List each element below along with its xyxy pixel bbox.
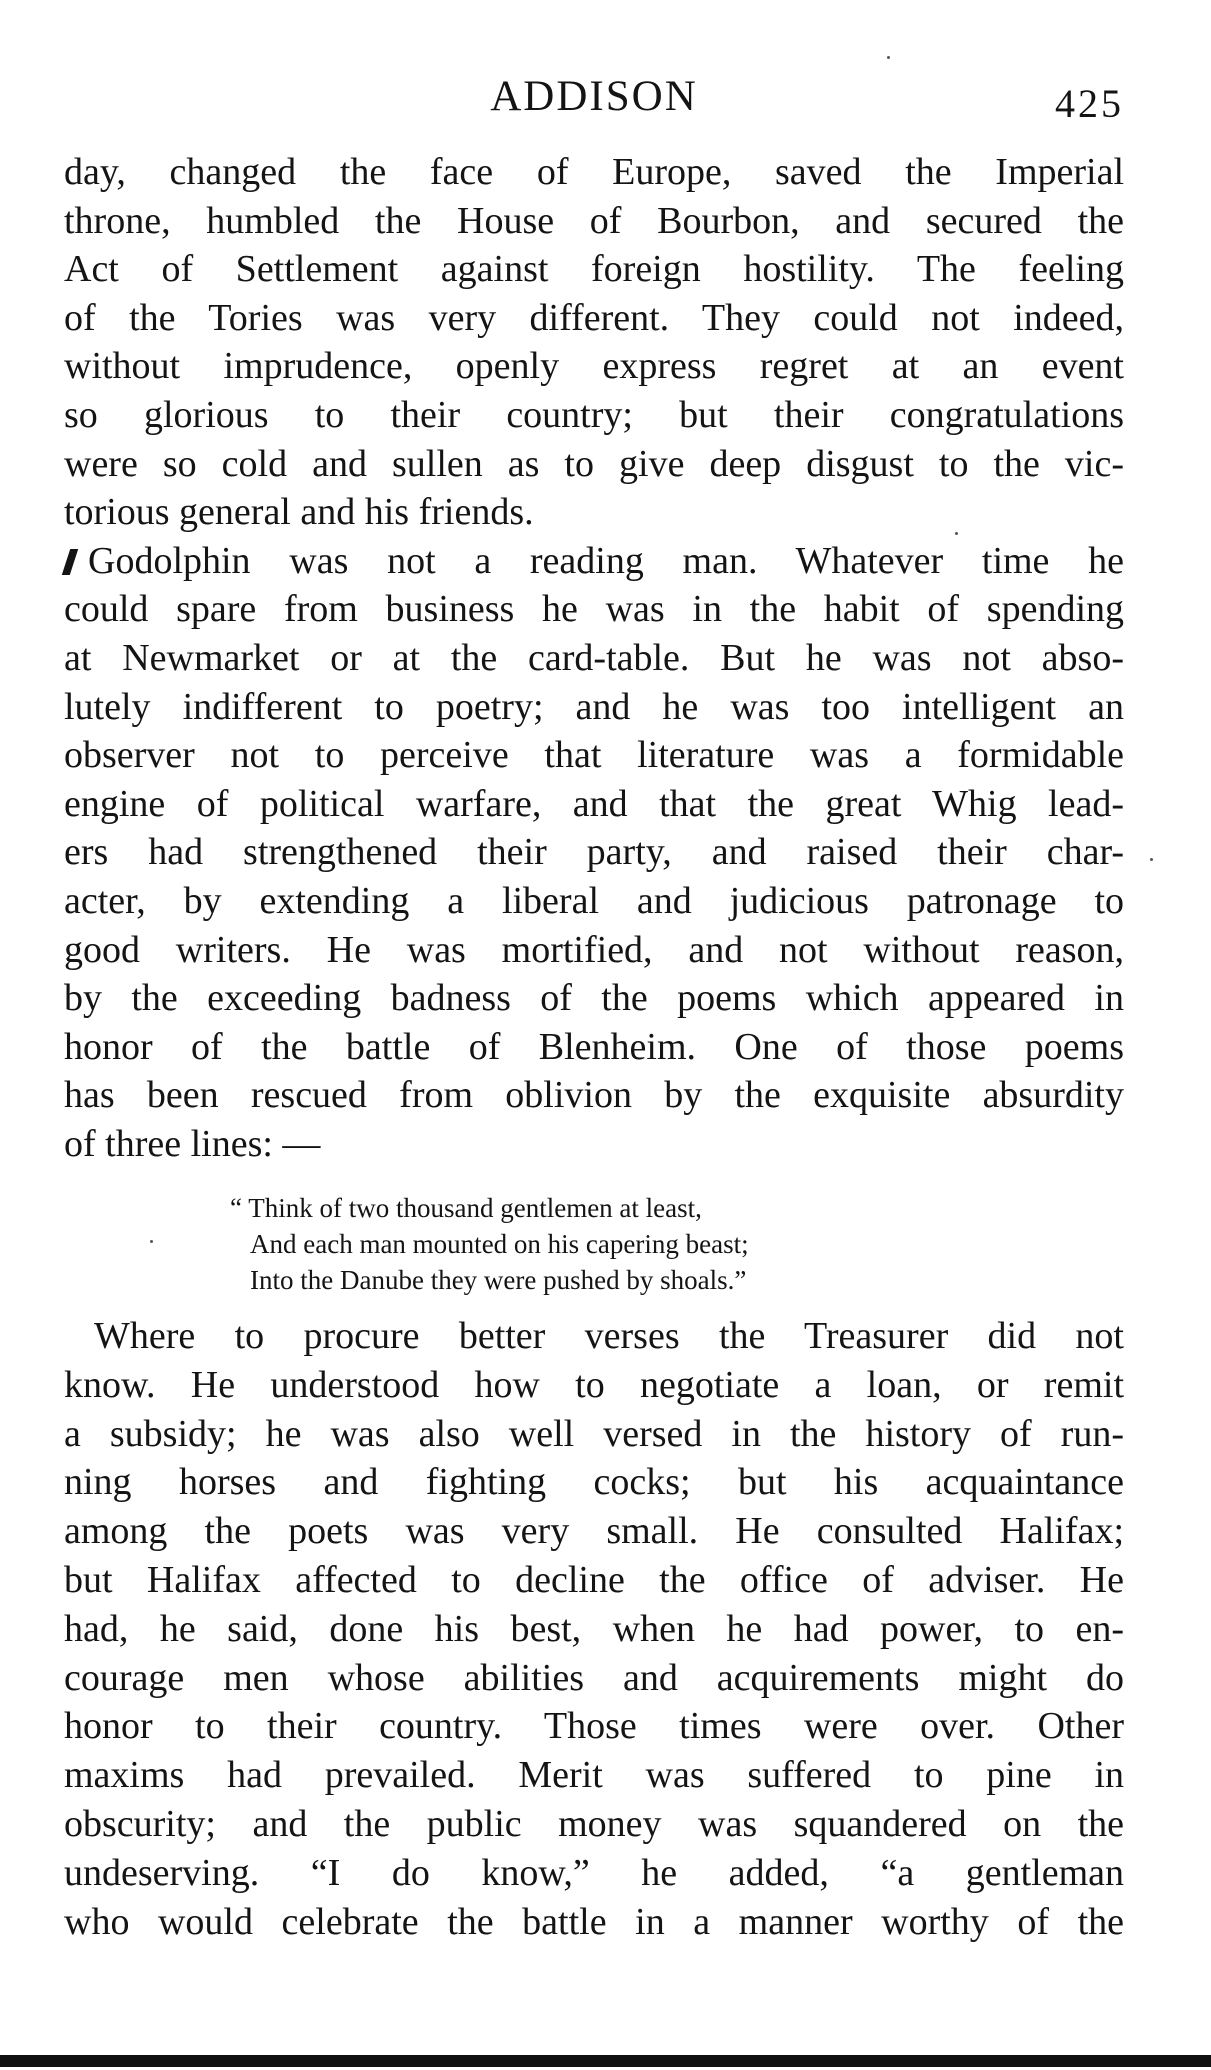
text-line: of three lines: — — [64, 1122, 321, 1165]
text-line: by the exceeding badness of the poems which appeared in — [64, 977, 1124, 1020]
paragraph-start-line — [64, 537, 1124, 586]
text-line: among the poets was very small. He consulted Halifax; — [64, 1510, 1124, 1553]
text-line: observer not to perceive that literature was a formidable — [64, 734, 1124, 777]
text-line: good writers. He was mortified, and not without reason, — [64, 928, 1124, 971]
running-title: ADDISON — [490, 73, 698, 120]
text-line: ning horses and fighting cocks; but his acquaintance — [64, 1461, 1124, 1504]
text-line: Act of Settlement against foreign hostility. The feeling — [64, 248, 1124, 291]
verse-quotation — [230, 1190, 990, 1298]
text-line: torious general and his friends. — [64, 491, 534, 534]
verse-line: “ Think of two thousand gentlemen at least, — [230, 1193, 702, 1223]
text-line: lutely indifferent to poetry; and he was too intelligent an — [64, 685, 1124, 728]
body-text — [64, 148, 1124, 1168]
bottom-edge-rule — [0, 2055, 1211, 2067]
text-line: engine of political warfare, and that the great Whig lead- — [64, 782, 1124, 825]
text-line: know. He understood how to negotiate a loan, or remit — [64, 1363, 1124, 1406]
paragraph-mark-icon — [62, 549, 78, 575]
text-line: throne, humbled the House of Bourbon, and secured the — [64, 199, 1124, 242]
paper-speck — [887, 56, 890, 59]
running-head — [64, 72, 1124, 132]
text-line: without imprudence, openly express regret at an event — [64, 345, 1124, 388]
verse-line: And each man mounted on his capering beast; — [250, 1229, 749, 1259]
text-line: could spare from business he was in the habit of spending — [64, 588, 1124, 631]
text-line: ers had strengthened their party, and raised their char- — [64, 831, 1124, 874]
text-line: at Newmarket or at the card-table. But he was not abso- — [64, 636, 1124, 679]
text-line: of the Tories was very different. They could not indeed, — [64, 296, 1124, 339]
text-line: day, changed the face of Europe, saved the Imperial — [64, 151, 1124, 193]
body-text-continued — [64, 1312, 1124, 1946]
text-line: but Halifax affected to decline the office of adviser. He — [64, 1558, 1124, 1601]
text-line: maxims had prevailed. Merit was suffered to pine in — [64, 1754, 1124, 1797]
paper-speck — [1150, 858, 1153, 861]
paper-speck — [150, 1240, 153, 1243]
text-run: Where to procure better verses the Treasurer did not — [94, 1315, 1124, 1357]
text-run: Godolphin was not a reading man. Whatever time he — [88, 539, 1124, 582]
text-line: so glorious to their country; but their congratulations — [64, 393, 1124, 436]
text-line — [64, 1312, 1124, 1361]
text-line: has been rescued from oblivion by the exquisite absurdity — [64, 1074, 1124, 1117]
text-line: courage men whose abilities and acquirements might do — [64, 1656, 1124, 1699]
paper-speck — [955, 532, 958, 535]
page-number: 425 — [1055, 81, 1124, 126]
text-line: who would celebrate the battle in a manner worthy of the — [64, 1900, 1124, 1943]
verse-line: Into the Danube they were pushed by shoals.” — [250, 1265, 747, 1295]
text-line: were so cold and sullen as to give deep disgust to the vic- — [64, 442, 1124, 485]
text-line: had, he said, done his best, when he had power, to en- — [64, 1607, 1124, 1650]
text-line: honor of the battle of Blenheim. One of those poems — [64, 1025, 1124, 1068]
text-line: acter, by extending a liberal and judicious patronage to — [64, 879, 1124, 922]
text-line: obscurity; and the public money was squandered on the — [64, 1802, 1124, 1845]
text-line: a subsidy; he was also well versed in the history of run- — [64, 1412, 1124, 1455]
text-line: honor to their country. Those times were over. Other — [64, 1705, 1124, 1748]
text-line: undeserving. “I do know,” he added, “a gentleman — [64, 1851, 1124, 1894]
